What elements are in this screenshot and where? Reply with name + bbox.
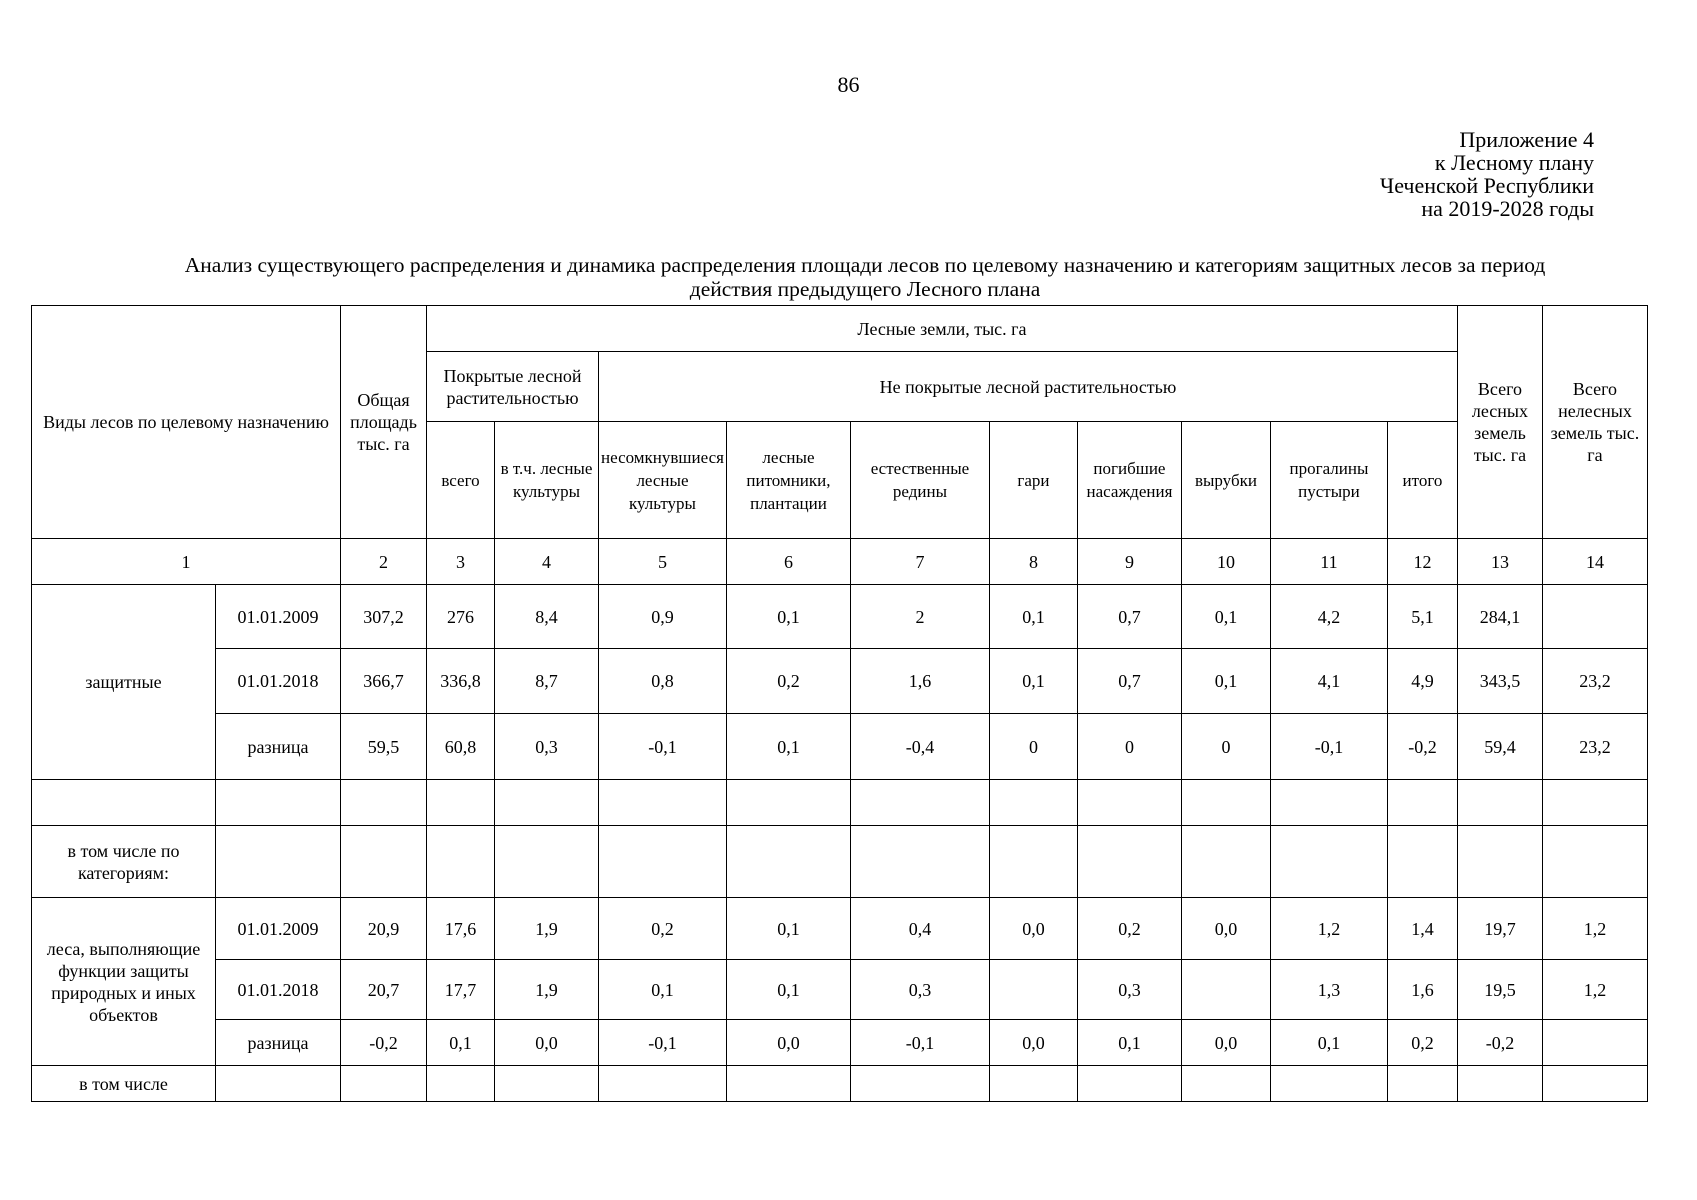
table-cell: 4,9 [1387, 649, 1457, 714]
empty-cell [599, 1066, 727, 1102]
table-cell: -0,1 [850, 1020, 989, 1066]
table-row [32, 649, 1648, 714]
table-cell: 2 [850, 585, 989, 649]
table-cell: 366,7 [341, 649, 427, 714]
header-total-forest-lands: Всего лесных земель тыс. га [1457, 306, 1542, 539]
table-cell [989, 960, 1077, 1020]
empty-cell [1387, 826, 1457, 898]
empty-cell [1542, 1066, 1647, 1102]
table-cell: -0,4 [850, 714, 989, 780]
table-cell: 0,0 [1181, 898, 1270, 960]
empty-cell [989, 826, 1077, 898]
empty-cell [1181, 1066, 1270, 1102]
empty-cell [427, 1066, 495, 1102]
column-number: 3 [427, 539, 495, 585]
table-cell: 307,2 [341, 585, 427, 649]
table-row [32, 960, 1648, 1020]
table-cell: 0,1 [989, 585, 1077, 649]
table-cell: 1,9 [495, 960, 599, 1020]
empty-cell [341, 780, 427, 826]
table-cell: 0 [1077, 714, 1181, 780]
header-col-9: погибшие насаждения [1077, 422, 1181, 539]
column-number: 6 [726, 539, 850, 585]
page-number: 86 [837, 72, 860, 97]
appendix-line: на 2019-2028 годы [1421, 196, 1594, 221]
table-cell: 59,4 [1457, 714, 1542, 780]
column-number: 10 [1181, 539, 1270, 585]
empty-row [32, 780, 1648, 826]
table-cell: 0,0 [989, 898, 1077, 960]
empty-cell [341, 826, 427, 898]
group-label-nature-protection: леса, выполняющие функции защиты природных и иных объектов [32, 898, 216, 1066]
table-cell: 23,2 [1542, 649, 1647, 714]
header-col-7: естественные редины [850, 422, 989, 539]
table-cell: 343,5 [1457, 649, 1542, 714]
table-cell: -0,1 [599, 714, 727, 780]
table-cell: 0,1 [1181, 649, 1270, 714]
empty-cell [850, 780, 989, 826]
empty-cell [427, 826, 495, 898]
empty-cell [1457, 826, 1542, 898]
row-difference: разница [216, 1020, 341, 1066]
forest-distribution-table [31, 305, 1648, 1102]
table-cell: 1,2 [1542, 898, 1647, 960]
table-cell: 0,7 [1077, 649, 1181, 714]
empty-cell [989, 1066, 1077, 1102]
appendix-line: к Лесному плану [1434, 150, 1594, 175]
empty-cell [1457, 780, 1542, 826]
row-date: 01.01.2009 [216, 898, 341, 960]
table-cell: 0,2 [599, 898, 727, 960]
empty-cell [1077, 780, 1181, 826]
column-number: 7 [850, 539, 989, 585]
table-cell: 0,2 [1387, 1020, 1457, 1066]
column-number: 2 [341, 539, 427, 585]
table-cell: 0,1 [989, 649, 1077, 714]
table-row [32, 898, 1648, 960]
column-number: 14 [1542, 539, 1647, 585]
table-cell: 0,1 [1181, 585, 1270, 649]
table-cell: 0,1 [599, 960, 727, 1020]
empty-cell [427, 780, 495, 826]
empty-cell [216, 1066, 341, 1102]
empty-cell [850, 826, 989, 898]
empty-cell [495, 826, 599, 898]
table-cell: -0,1 [599, 1020, 727, 1066]
table-cell: 0,1 [726, 585, 850, 649]
header-col-8: гари [989, 422, 1077, 539]
table-row [32, 1066, 1648, 1102]
table-cell: 17,7 [427, 960, 495, 1020]
header-row [32, 306, 1648, 352]
table-cell: 20,9 [341, 898, 427, 960]
header-total-nonforest-lands: Всего нелесных земель тыс. га [1542, 306, 1647, 539]
empty-cell [341, 1066, 427, 1102]
table-cell: 1,2 [1542, 960, 1647, 1020]
table-cell: 5,1 [1387, 585, 1457, 649]
empty-cell [850, 1066, 989, 1102]
table-cell: 0,2 [726, 649, 850, 714]
table-cell: -0,2 [341, 1020, 427, 1066]
header-col-11: прогалины пустыри [1270, 422, 1387, 539]
empty-cell [495, 780, 599, 826]
column-number: 8 [989, 539, 1077, 585]
header-not-covered: Не покрытые лесной растительностью [599, 352, 1458, 422]
table-cell: 0,0 [1181, 1020, 1270, 1066]
table-cell: 0 [1181, 714, 1270, 780]
empty-cell [726, 826, 850, 898]
table-cell: -0,2 [1387, 714, 1457, 780]
empty-cell [1270, 780, 1387, 826]
table-cell: -0,2 [1457, 1020, 1542, 1066]
table-cell: 60,8 [427, 714, 495, 780]
table-cell: 276 [427, 585, 495, 649]
group-label-protective: защитные [32, 585, 216, 780]
table-cell: 8,4 [495, 585, 599, 649]
table-cell: 0,3 [1077, 960, 1181, 1020]
empty-cell [1077, 826, 1181, 898]
header-col-4: в т.ч. лесные культуры [495, 422, 599, 539]
appendix-note [1380, 128, 1594, 220]
table-cell: 8,7 [495, 649, 599, 714]
row-date: 01.01.2009 [216, 585, 341, 649]
table-cell: 336,8 [427, 649, 495, 714]
table-cell: 0,2 [1077, 898, 1181, 960]
table-cell: 19,5 [1457, 960, 1542, 1020]
table-cell: 0,3 [850, 960, 989, 1020]
table-cell: 1,6 [1387, 960, 1457, 1020]
table-row [32, 826, 1648, 898]
table-cell: 1,2 [1270, 898, 1387, 960]
column-number: 13 [1457, 539, 1542, 585]
table-cell: 4,1 [1270, 649, 1387, 714]
table-cell [1542, 585, 1647, 649]
table-cell [1542, 1020, 1647, 1066]
table-row [32, 585, 1648, 649]
appendix-line: Приложение 4 [1459, 127, 1594, 152]
empty-cell [1387, 780, 1457, 826]
table-cell: 0,4 [850, 898, 989, 960]
table-cell: 0,0 [726, 1020, 850, 1066]
table-cell: 0,1 [726, 898, 850, 960]
table-cell: 17,6 [427, 898, 495, 960]
column-number: 4 [495, 539, 599, 585]
table-cell: 0,1 [1270, 1020, 1387, 1066]
empty-cell [726, 780, 850, 826]
table-cell: -0,1 [1270, 714, 1387, 780]
table-cell: 1,4 [1387, 898, 1457, 960]
table-cell: 0,0 [989, 1020, 1077, 1066]
empty-cell [1542, 780, 1647, 826]
column-number: 5 [599, 539, 727, 585]
empty-cell [726, 1066, 850, 1102]
empty-cell [1542, 826, 1647, 898]
table-cell: 19,7 [1457, 898, 1542, 960]
empty-cell [1457, 1066, 1542, 1102]
column-number: 1 [32, 539, 341, 585]
empty-cell [1270, 1066, 1387, 1102]
table-row [32, 714, 1648, 780]
table-cell: 0,1 [726, 960, 850, 1020]
column-number-row [32, 539, 1648, 585]
empty-cell [495, 1066, 599, 1102]
table-cell: 0 [989, 714, 1077, 780]
table-cell: 4,2 [1270, 585, 1387, 649]
header-forest-lands: Лесные земли, тыс. га [427, 306, 1458, 352]
table-cell: 59,5 [341, 714, 427, 780]
empty-cell [599, 780, 727, 826]
table-cell: 284,1 [1457, 585, 1542, 649]
empty-cell [1181, 826, 1270, 898]
column-number: 12 [1387, 539, 1457, 585]
group-label-categories: в том числе по категориям: [32, 826, 216, 898]
group-label-including: в том числе [32, 1066, 216, 1102]
table-cell: 0,0 [495, 1020, 599, 1066]
table-cell: 0,8 [599, 649, 727, 714]
row-date: 01.01.2018 [216, 649, 341, 714]
table-cell: 0,7 [1077, 585, 1181, 649]
appendix-line: Чеченской Республики [1379, 173, 1594, 198]
table-cell: 1,9 [495, 898, 599, 960]
column-number: 11 [1270, 539, 1387, 585]
column-number: 9 [1077, 539, 1181, 585]
table-cell: 1,6 [850, 649, 989, 714]
header-col-5: несомкнувшиеся лесные культуры [599, 422, 727, 539]
empty-cell [216, 780, 341, 826]
table-cell: 20,7 [341, 960, 427, 1020]
header-col-6: лесные питомники, плантации [726, 422, 850, 539]
empty-cell [1270, 826, 1387, 898]
table-cell: 0,1 [1077, 1020, 1181, 1066]
header-col-3: всего [427, 422, 495, 539]
empty-cell [32, 780, 216, 826]
empty-cell [216, 826, 341, 898]
header-types: Виды лесов по целевому назначению [32, 306, 341, 539]
header-covered: Покрытые лесной растительностью [427, 352, 599, 422]
row-date: 01.01.2018 [216, 960, 341, 1020]
empty-cell [1387, 1066, 1457, 1102]
table-cell: 1,3 [1270, 960, 1387, 1020]
header-col-12: итого [1387, 422, 1457, 539]
empty-cell [1077, 1066, 1181, 1102]
empty-cell [989, 780, 1077, 826]
header-total-area: Общая площадь тыс. га [341, 306, 427, 539]
document-title: Анализ существующего распределения и динамика распределения площади лесов по целевому назначению и категориям защитных лесов за период действия предыдущего Лесного плана [184, 253, 1546, 301]
header-col-10: вырубки [1181, 422, 1270, 539]
table-cell: 0,3 [495, 714, 599, 780]
table-cell: 0,1 [726, 714, 850, 780]
table-cell: 0,1 [427, 1020, 495, 1066]
row-difference: разница [216, 714, 341, 780]
table-cell: 23,2 [1542, 714, 1647, 780]
empty-cell [1181, 780, 1270, 826]
table-row [32, 1020, 1648, 1066]
empty-cell [599, 826, 727, 898]
table-cell: 0,9 [599, 585, 727, 649]
table-cell [1181, 960, 1270, 1020]
